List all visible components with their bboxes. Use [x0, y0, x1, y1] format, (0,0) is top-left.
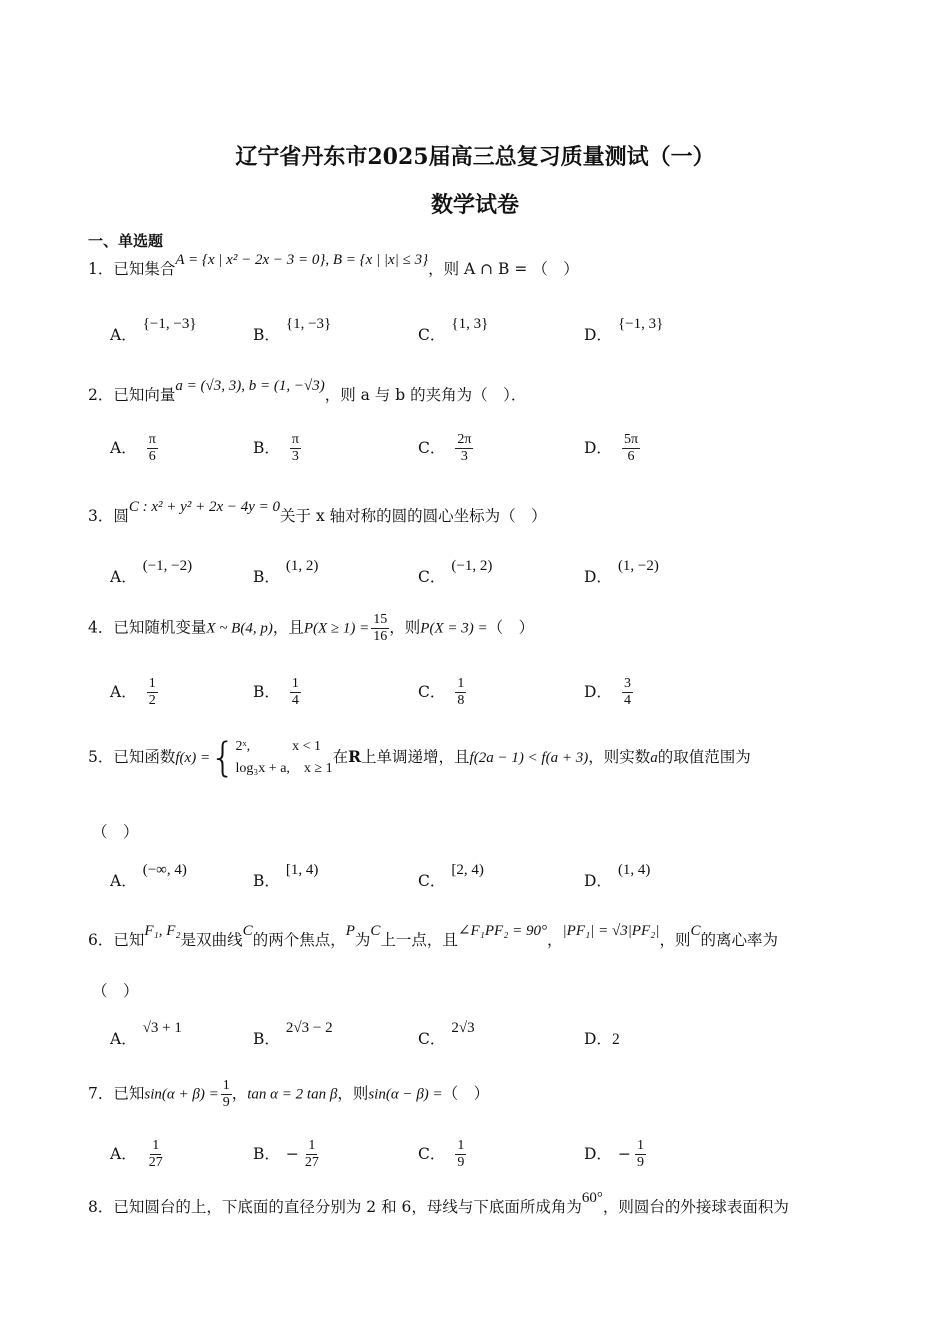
fraction: $\frac{1}{9}$	[222, 1078, 230, 1110]
stem-text: 上单调递增，且	[361, 748, 470, 766]
question-4	[88, 612, 534, 645]
sign: −	[285, 1144, 299, 1163]
option-d[interactable]: D．(1, −2)	[584, 558, 659, 586]
stem-text: （ ）	[442, 1084, 490, 1103]
fraction: $\frac{1}{9}$	[457, 1138, 465, 1170]
formula: f(x) =	[175, 750, 211, 766]
question-number: 6．	[88, 931, 114, 949]
stem-text: 是双曲线	[180, 931, 243, 949]
option-c[interactable]: C．2√3	[418, 1020, 475, 1048]
option-value: {1, 3}	[451, 316, 489, 332]
option-value: {1, −3}	[285, 316, 332, 332]
stem-text: ，则 a 与 b 的夹角为（ ）．	[324, 386, 527, 404]
formula: tan α = 2 tan β	[247, 1086, 338, 1103]
stem-text: ，则	[389, 618, 421, 637]
option-b[interactable]: B． $\frac{1}{4}$	[253, 676, 299, 708]
option-c[interactable]: C．{1, 3}	[418, 316, 489, 344]
question-5-bracket: （ ）	[92, 823, 139, 841]
option-c[interactable]: C． $\frac{1}{9}$	[418, 1138, 465, 1170]
option-value: (1, 4)	[617, 862, 651, 878]
fraction: $\frac{1}{9}$	[636, 1138, 644, 1170]
option-d[interactable]: D． − $\frac{1}{9}$	[584, 1138, 644, 1170]
option-value: [1, 4)	[285, 862, 319, 878]
real-set-symbol: R	[348, 747, 362, 766]
formula: C	[370, 923, 381, 939]
option-a[interactable]: A．(−∞, 4)	[110, 862, 187, 890]
option-d[interactable]: D．(1, 4)	[584, 862, 651, 890]
formula: 60°	[581, 1190, 603, 1206]
stem-text: ，	[231, 1084, 248, 1103]
option-c[interactable]: C． $\frac{1}{8}$	[418, 676, 465, 708]
question-6	[88, 923, 779, 952]
option-b[interactable]: B．[1, 4)	[253, 862, 319, 890]
fraction: $\frac{1}{27}$	[148, 1138, 163, 1170]
option-a[interactable]: A． $\frac{\pi}{6}$	[110, 432, 156, 464]
option-value: {−1, 3}	[617, 316, 664, 332]
question-6-bracket: （ ）	[92, 982, 139, 1000]
sign: −	[617, 1144, 631, 1163]
fraction: $\frac{15}{16}$	[373, 612, 388, 644]
stem-text: 关于 x 轴对称的圆的圆心坐标为（ ）	[280, 507, 547, 525]
stem-text: ，则 A ∩ B = （ ）	[428, 260, 579, 278]
formula: sin(α − β) =	[368, 1086, 443, 1103]
fraction: $\frac{\pi}{6}$	[148, 432, 156, 464]
formula: a = (√3, 3), b = (1, −√3)	[175, 378, 325, 394]
stem-text: 已知随机变量	[113, 618, 207, 637]
option-value: (−∞, 4)	[142, 862, 187, 878]
stem-text: 在	[332, 748, 349, 766]
option-b[interactable]: B． − $\frac{1}{27}$	[253, 1138, 319, 1170]
question-7	[88, 1078, 489, 1111]
question-number: 8．	[88, 1198, 114, 1216]
option-b[interactable]: B． $\frac{\pi}{3}$	[253, 432, 299, 464]
option-a[interactable]: A．(−1, −2)	[110, 558, 193, 586]
stem-text: ，则实数	[588, 748, 651, 766]
stem-text: （ ）	[487, 618, 535, 637]
question-number: 2．	[88, 386, 114, 404]
stem-text: ，则	[337, 1084, 369, 1103]
option-a[interactable]: A． $\frac{1}{27}$	[110, 1138, 163, 1170]
option-a[interactable]: A． $\frac{1}{2}$	[110, 676, 156, 708]
stem-text: 已知圆台的上，下底面的直径分别为 2 和 6，母线与下底面所成角为	[113, 1198, 582, 1216]
option-value: √3 + 1	[142, 1020, 182, 1036]
formula: sin(α + β) =	[144, 1086, 219, 1103]
piecewise-function: { 2ˣ, x < 1 log₃x + a, x ≥ 1	[210, 735, 333, 781]
option-value: 2	[611, 1031, 620, 1048]
stem-text: 已知	[113, 1084, 145, 1103]
option-a[interactable]: A．{−1, −3}	[110, 316, 197, 344]
option-value: (−1, 2)	[451, 558, 493, 574]
stem-text: ，且	[272, 618, 304, 637]
question-number: 5．	[88, 748, 114, 766]
stem-text: 已知向量	[113, 386, 176, 404]
stem-text: 已知集合	[113, 260, 176, 278]
formula: a	[650, 750, 658, 766]
option-d[interactable]: D．2	[584, 1030, 620, 1048]
option-a[interactable]: A．√3 + 1	[110, 1020, 182, 1048]
formula: ∠F₁PF₂ = 90°	[457, 923, 548, 939]
formula: C	[242, 923, 253, 939]
question-number: 1．	[88, 260, 114, 278]
stem-text: 的离心率为	[700, 931, 779, 949]
question-8	[88, 1190, 789, 1219]
formula: C	[690, 923, 701, 939]
fraction: $\frac{1}{4}$	[291, 676, 299, 708]
question-1	[88, 252, 579, 281]
formula: C : x² + y² + 2x − 4y = 0	[128, 499, 281, 515]
fraction: $\frac{3}{4}$	[623, 676, 631, 708]
fraction: $\frac{2\pi}{3}$	[457, 432, 472, 464]
stem-text: 上一点，且	[380, 931, 458, 949]
question-number: 4．	[88, 618, 114, 637]
formula: A = {x | x² − 2x − 3 = 0}, B = {x | |x| ≤ 3}	[175, 252, 429, 268]
stem-text: ，则	[659, 931, 691, 949]
section-heading: 一、单选题	[88, 232, 164, 250]
fraction: $\frac{5\pi}{6}$	[623, 432, 639, 464]
case-row: log₃x + a, x ≥ 1	[235, 761, 333, 776]
option-value: 2√3 − 2	[285, 1020, 333, 1036]
stem-text: 的两个焦点，	[252, 931, 346, 949]
question-number: 7．	[88, 1084, 114, 1103]
question-number: 3．	[88, 507, 114, 525]
option-b[interactable]: B．{1, −3}	[253, 316, 332, 344]
question-2	[88, 378, 527, 407]
option-b[interactable]: B．2√3 − 2	[253, 1020, 333, 1048]
option-c[interactable]: C． $\frac{2\pi}{3}$	[418, 432, 472, 464]
fraction: $\frac{1}{2}$	[148, 676, 156, 708]
stem-text: 的取值范围为	[657, 748, 751, 766]
exam-subtitle: 数学试卷	[430, 192, 519, 218]
stem-text: 为	[354, 931, 371, 949]
option-value: 2√3	[451, 1020, 475, 1036]
fraction: $\frac{\pi}{3}$	[291, 432, 299, 464]
option-value: (1, −2)	[617, 558, 659, 574]
formula: f(2a − 1) < f(a + 3)	[469, 750, 589, 766]
option-value: {−1, −3}	[142, 316, 197, 332]
stem-text: 已知	[113, 931, 145, 949]
fraction: $\frac{1}{8}$	[457, 676, 465, 708]
option-d[interactable]: D．{−1, 3}	[584, 316, 664, 344]
fraction: $\frac{1}{27}$	[304, 1138, 319, 1170]
exam-title: 辽宁省丹东市2025届高三总复习质量测试（一）	[235, 144, 715, 170]
option-c[interactable]: C．(−1, 2)	[418, 558, 493, 586]
question-3	[88, 499, 547, 528]
stem-text: ，则圆台的外接球表面积为	[602, 1198, 789, 1216]
option-value: [2, 4)	[451, 862, 484, 878]
stem-text: 圆	[113, 507, 129, 525]
stem-text: ，	[547, 931, 563, 949]
option-d[interactable]: D． $\frac{3}{4}$	[584, 676, 631, 708]
case-row: 2ˣ, x < 1	[235, 739, 321, 754]
formula: X ~ B(4, p)	[206, 620, 273, 637]
formula: P(X ≥ 1) =	[303, 620, 370, 637]
stem-text: 已知函数	[113, 748, 176, 766]
formula: F₁, F₂	[144, 923, 181, 939]
formula: P(X = 3) =	[420, 620, 488, 637]
formula: |PF₁| = √3|PF₂|	[562, 923, 660, 939]
question-5	[88, 736, 751, 780]
option-b[interactable]: B．(1, 2)	[253, 558, 319, 586]
formula: P	[345, 923, 355, 939]
option-c[interactable]: C．[2, 4)	[418, 862, 484, 890]
option-value: (1, 2)	[285, 558, 319, 574]
option-value: (−1, −2)	[142, 558, 193, 574]
option-d[interactable]: D． $\frac{5\pi}{6}$	[584, 432, 639, 464]
